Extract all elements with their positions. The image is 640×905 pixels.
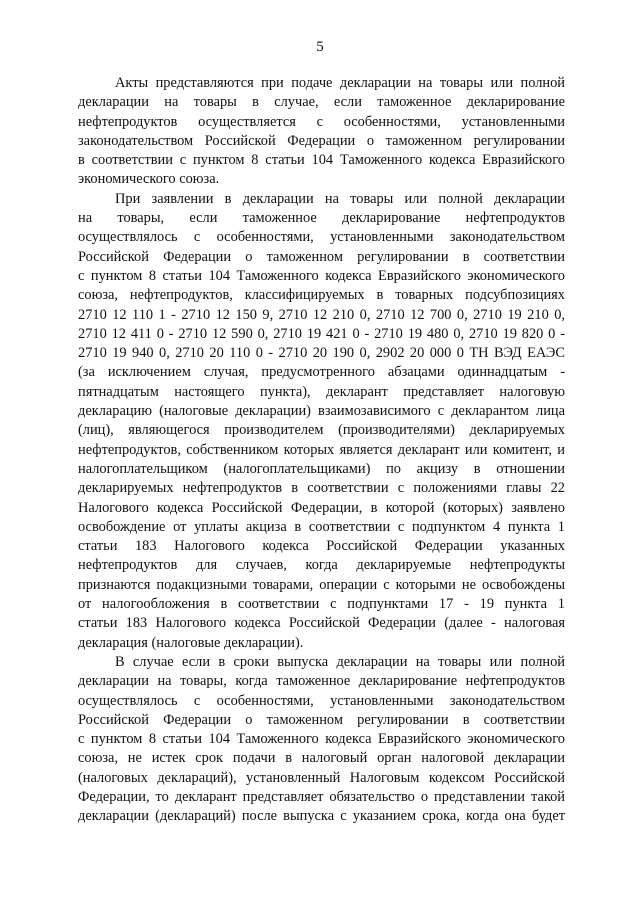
- text-line: с пунктом 8 статьи 104 Таможенного кодекса Евразийского экономического: [78, 731, 565, 748]
- text-line: (лиц), являющегося производителем (производителями) декларируемых: [78, 422, 565, 439]
- text-line: В случае если в сроки выпуска декларации на товары или полной: [115, 653, 565, 670]
- text-line: с пунктом 8 статьи 104 Таможенного кодекса Евразийского экономического: [78, 267, 565, 284]
- text-line: осуществлялось с особенностями, установленными законодательством: [78, 229, 565, 246]
- text-line: нефтепродуктов для случаев, когда декларируемые нефтепродукты: [78, 557, 565, 574]
- text-line: Российской Федерации о таможенном регулировании в соответствии: [78, 248, 565, 265]
- paragraph-3: [78, 653, 565, 827]
- text-line: декларацию (налоговые декларации) взаимозависимого с декларантом лица: [78, 403, 565, 420]
- text-line: 2710 12 411 0 - 2710 12 590 0, 2710 19 421 0 - 2710 19 480 0, 2710 19 820 0 -: [78, 325, 565, 342]
- text-line: При заявлении в декларации на товары или полной декларации: [115, 190, 565, 207]
- text-line: признаются подакцизными товарами, операции с которыми не освобождены: [78, 576, 565, 593]
- text-line: освобождение от уплаты акциза в соответствии с подпунктом 4 пункта 1: [78, 518, 565, 535]
- text-line: Российской Федерации о таможенном регулировании в соответствии: [78, 711, 565, 728]
- text-line: в соответствии с пунктом 8 статьи 104 Таможенного кодекса Евразийского: [78, 152, 565, 169]
- paragraph-1: [78, 74, 565, 190]
- text-line: декларация (налоговые декларации).: [78, 634, 304, 651]
- text-line: Федерации, то декларант представляет обязательство о представлении такой: [78, 788, 565, 805]
- text-line: на товары, если таможенное декларирование нефтепродуктов: [78, 210, 565, 227]
- text-line: декларации (деклараций) после выпуска с указанием срока, когда она будет: [78, 808, 565, 825]
- text-line: 2710 19 940 0, 2710 20 110 0 - 2710 20 190 0, 2902 20 000 0 ТН ВЭД ЕАЭС: [78, 345, 565, 362]
- paragraph-2: [78, 190, 565, 653]
- page-number: 5: [316, 39, 324, 55]
- text-line: декларации на товары, когда таможенное декларирование нефтепродуктов: [78, 673, 565, 690]
- text-line: нефтепродуктов, собственником которых является декларант или комитент, и: [78, 441, 565, 458]
- text-line: 2710 12 110 1 - 2710 12 150 9, 2710 12 210 0, 2710 12 700 0, 2710 19 210 0,: [78, 306, 565, 323]
- text-line: союза, нефтепродуктов, классифицируемых в товарных подсубпозициях: [78, 287, 565, 304]
- text-line: законодательством Российской Федерации о таможенном регулировании: [78, 132, 565, 149]
- text-line: пятнадцатым настоящего пункта), декларант представляет налоговую: [78, 383, 565, 400]
- text-line: нефтепродуктов осуществляется с особенностями, установленными: [78, 113, 565, 130]
- text-line: налогоплательщиком (налогоплательщиками) по акцизу в отношении: [78, 460, 565, 477]
- text-line: статьи 183 Налогового кодекса Российской Федерации указанных: [78, 538, 565, 555]
- text-line: декларации на товары в случае, если таможенное декларирование: [78, 94, 565, 111]
- text-line: Акты представляются при подаче декларации на товары или полной: [115, 75, 565, 91]
- text-line: декларируемых нефтепродуктов в соответствии с положениями главы 22: [78, 480, 565, 497]
- text-line: (налоговых деклараций), установленный Налоговым кодексом Российской: [78, 769, 565, 786]
- document-body: [78, 74, 565, 827]
- text-line: от налогообложения в соответствии с подпунктами 17 - 19 пункта 1: [78, 596, 565, 613]
- text-line: осуществлялось с особенностями, установленными законодательством: [78, 692, 565, 709]
- text-line: (за исключением случая, предусмотренного абзацами одиннадцатым -: [78, 364, 565, 381]
- text-line: экономического союза.: [78, 171, 220, 188]
- text-line: статьи 183 Налогового кодекса Российской Федерации (далее - налоговая: [78, 615, 565, 632]
- text-line: Налогового кодекса Российской Федерации, в которой (которых) заявлено: [78, 499, 565, 516]
- text-line: союза, не истек срок подачи в налоговый орган налоговой декларации: [78, 750, 565, 767]
